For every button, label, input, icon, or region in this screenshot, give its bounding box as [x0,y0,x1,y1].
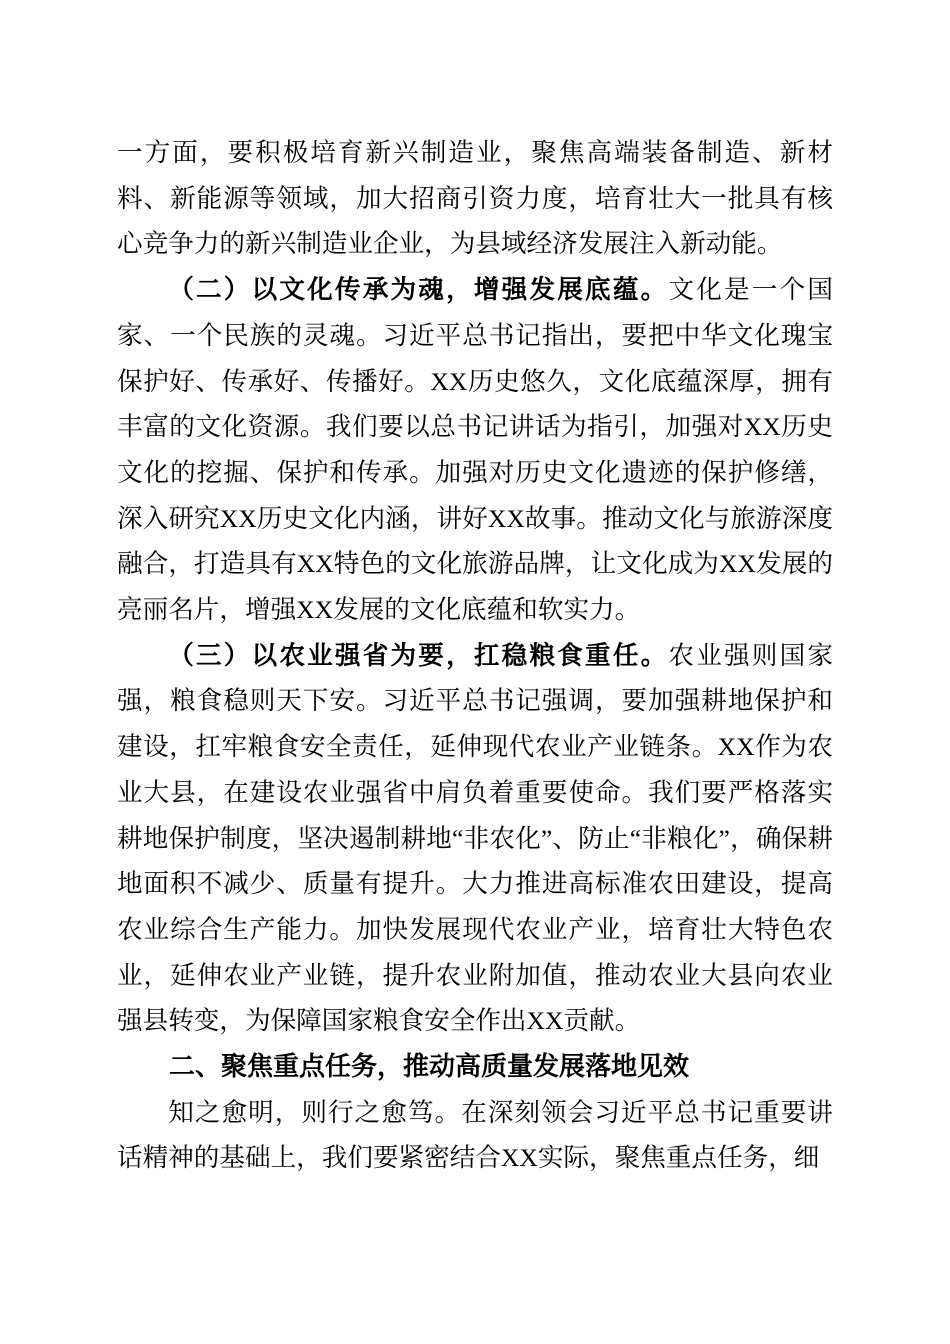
paragraph-text: 知之愈明，则行之愈笃。在深刻领会习近平总书记重要讲话精神的基础上，我们要紧密结合XX实际，聚焦重点任务，细 [117,1097,833,1173]
paragraph-closing [117,1090,833,1181]
paragraph-section-3 [117,633,833,1044]
paragraph-text: 一方面，要积极培育新兴制造业，聚焦高端装备制造、新材料、新能源等领域，加大招商引资力度，培育壮大一批具有核心竞争力的新兴制造业企业，为县域经济发展注入新动能。 [117,138,833,259]
paragraph-text: 文化是一个国家、一个民族的灵魂。习近平总书记指出，要把中华文化瑰宝保护好、传承好、传播好。XX历史悠久，文化底蕴深厚，拥有丰富的文化资源。我们要以总书记讲话为指引，加强对XX历史文化的挖掘、保护和传承。加强对历史文化遗迹的保护修缮，深入研究XX历史文化内涵，讲好XX故事。推动文化与旅游深度融合，打造具有XX特色的文化旅游品牌，让文化成为XX发展的亮丽名片，增强XX发展的文化底蕴和软实力。 [117,275,833,625]
section-heading-2: 二、聚焦重点任务，推动高质量发展落地见效 [169,1051,690,1082]
section-2-lead: （二）以文化传承为魂，增强发展底蕴。 [168,275,669,305]
paragraph-section-2 [117,267,833,633]
section-3-lead: （三）以农业强省为要，扛稳粮食重任。 [168,640,669,670]
paragraph-continuation [117,130,833,267]
paragraph-text: 农业强则国家强，粮食稳则天下安。习近平总书记强调，要加强耕地保护和建设，扛牢粮食安全责任，延伸现代农业产业链条。XX作为农业大县，在建设农业强省中肩负着重要使命。我们要严格落实耕地保护制度，坚决遏制耕地“非农化”、防止“非粮化”，确保耕地面积不减少、质量有提升。大力推进高标准农田建设，提高农业综合生产能力。加快发展现代农业产业，培育壮大特色农业，延伸农业产业链，提升农业附加值，推动农业大县向农业强县转变，为保障国家粮食安全作出XX贡献。 [117,640,833,1036]
document-body [117,130,833,1181]
